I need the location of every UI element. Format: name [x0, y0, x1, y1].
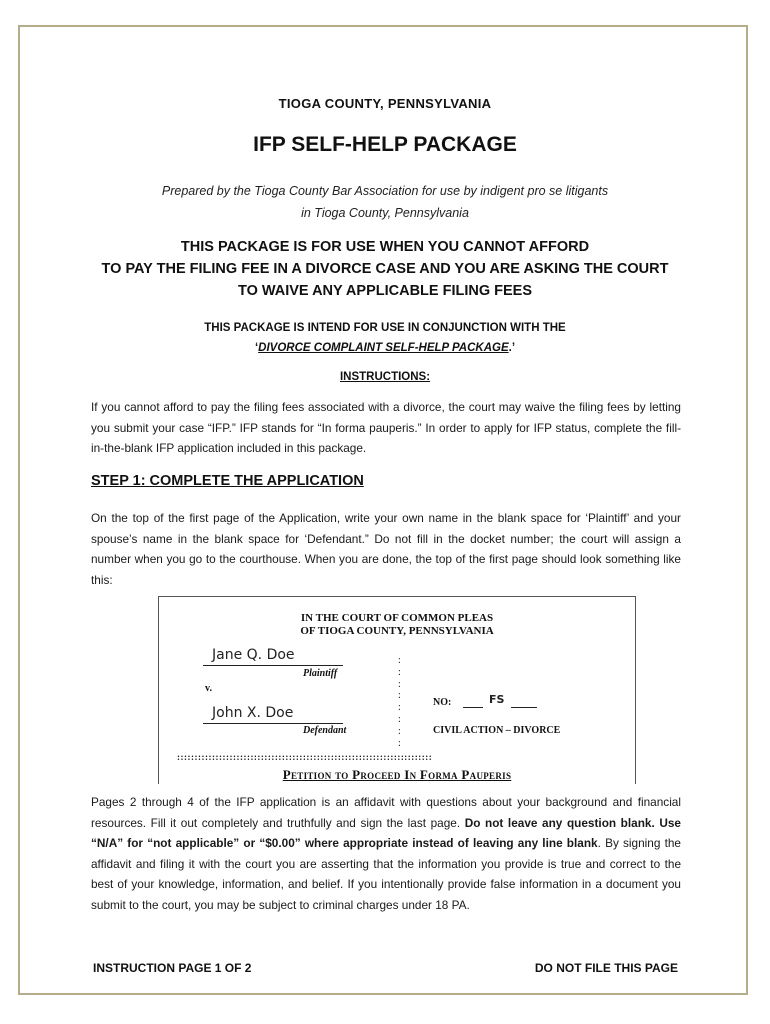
prepared-line-2: in Tioga County, Pennsylvania: [301, 206, 469, 220]
instructions-heading: INSTRUCTIONS:: [339, 371, 431, 383]
defendant-underline: [203, 723, 343, 724]
notice-line-3: TO WAIVE ANY APPLICABLE FILING FEES: [237, 283, 533, 299]
sample-court-line-2: OF TIOGA COUNTY, PENNSYLVANIA: [300, 625, 494, 637]
sample-court-heading: [159, 612, 635, 638]
usage-notice: [0, 236, 770, 302]
conjunction-notice: [0, 318, 770, 358]
affidavit-paragraph: [91, 792, 681, 915]
affidavit-warning: Do not leave any question blank. Use “N/A” for “not applicable” or “$0.00” where appropriate instead of leaving any line blank: [91, 815, 681, 850]
quote-open: ‘: [254, 342, 259, 354]
sample-defendant-label: Defendant: [303, 725, 347, 736]
prepared-line-1: Prepared by the Tioga County Bar Association for use by indigent pro se litigants: [161, 184, 609, 198]
sample-versus: v.: [205, 683, 212, 694]
footer-do-not-file: DO NOT FILE THIS PAGE: [534, 961, 678, 975]
notice-line-2: TO PAY THE FILING FEE IN A DIVORCE CASE AND YOU ARE ASKING THE COURT: [101, 261, 669, 277]
sample-docket-suffix: FS: [489, 693, 505, 706]
quote-close: .’: [508, 342, 516, 354]
sample-plaintiff-name: Jane Q. Doe: [212, 647, 295, 663]
docket-blank-2: [511, 707, 537, 708]
sample-docket-label: NO:: [433, 697, 452, 708]
sample-petition-title: Petition to Proceed In Forma Pauperis: [282, 767, 512, 782]
step-1-paragraph: On the top of the first page of the Application, write your own name in the blank space for ‘Plaintiff’ and your spouse’s name in the blank space for ‘Defendant.” Do not fill in the docket number; the court will assign a number when you go to the courthouse. When you are done, the top of the first page should look something like this:: [91, 511, 681, 587]
intro-paragraph: If you cannot afford to pay the filing fees associated with a divorce, the court may waive the filing fees by letting you submit your case “IFP.” IFP stands for “In forma pauperis.” In order to apply for IFP status, complete the fill-in-the-blank IFP application included in this package.: [91, 400, 681, 455]
docket-blank-1: [463, 707, 483, 708]
prepared-by: [0, 180, 770, 224]
affidavit-text-1: Pages 2 through 4 of the IFP application is an affidavit with questions about your background and financial resources. Fill it out completely and truthfully and sign the last page.: [91, 795, 681, 830]
affidavit-text-2: . By signing the affidavit and filing it with the court you are asserting that the information you provide is true and correct to the best of your knowledge, information, and belief. If you intentionally provide false information in a document you submit to the court, you may be subject to criminal charges under 18 PA.: [91, 836, 681, 912]
divorce-package-reference: DIVORCE COMPLAINT SELF-HELP PACKAGE: [258, 342, 509, 354]
page-title: IFP SELF-HELP PACKAGE: [253, 133, 517, 156]
sample-plaintiff-label: Plaintiff: [303, 668, 338, 679]
caption-colon-column: : : : : : : : :: [398, 655, 401, 749]
sample-caption-figure: [158, 596, 636, 784]
step-1-heading: STEP 1: COMPLETE THE APPLICATION: [91, 473, 364, 489]
plaintiff-underline: [203, 665, 343, 666]
notice-line-1: THIS PACKAGE IS FOR USE WHEN YOU CANNOT AFFORD: [180, 239, 590, 255]
intend-line-1: THIS PACKAGE IS INTEND FOR USE IN CONJUNCTION WITH THE: [204, 322, 566, 334]
sample-court-line-1: IN THE COURT OF COMMON PLEAS: [300, 612, 494, 624]
caption-separator: :::::::::::::::::::::::::::::::::::::::::::::::::::::::::::::::::::::::::: [177, 752, 433, 762]
county-heading: TIOGA COUNTY, PENNSYLVANIA: [278, 96, 492, 111]
sample-civil-action: CIVIL ACTION – DIVORCE: [433, 725, 561, 736]
sample-defendant-name: John X. Doe: [212, 705, 294, 721]
footer-page-number: INSTRUCTION PAGE 1 OF 2: [93, 961, 252, 975]
